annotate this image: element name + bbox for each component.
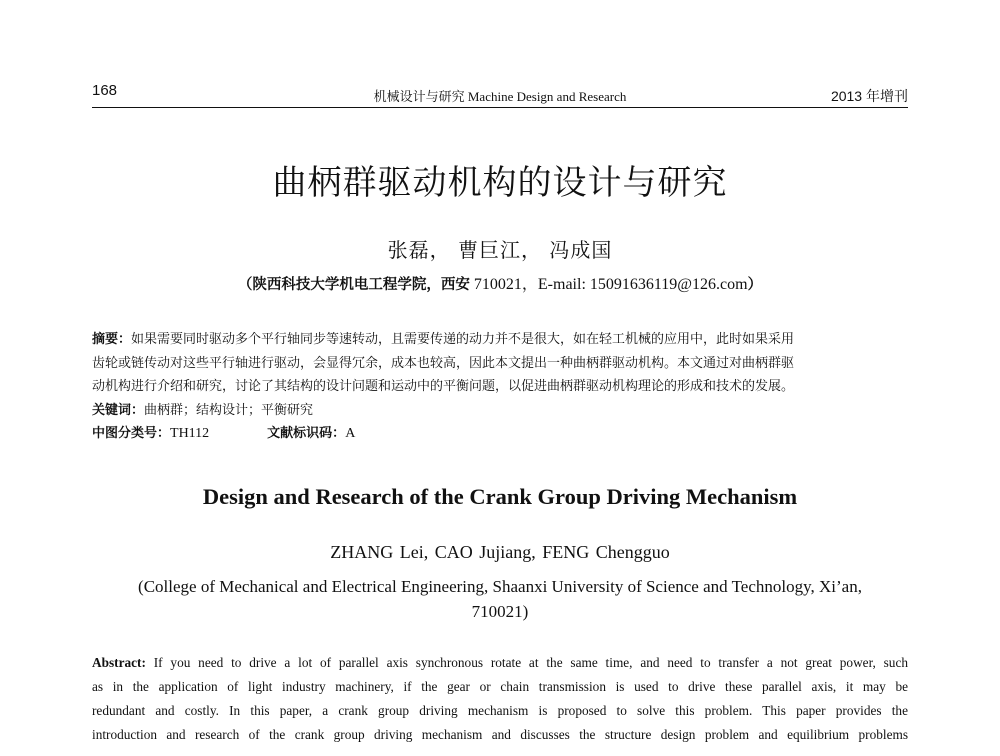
title-chinese: 曲柄群驱动机构的设计与研究 [272,163,728,203]
doc-code-label: 文献标识码： [267,426,346,441]
affiliation-close-paren: ） [747,277,763,293]
abstract-chinese [92,328,908,446]
abstract-en-text-1: If you need to drive a lot of parallel axis synchronous rotate at the same time, and need to transfer a not great power, such [145,655,908,670]
keywords-label: 关键词： [92,402,145,418]
affiliation-open-paren: （ [237,277,253,293]
title-english: Design and Research of the Crank Group Driving Mechanism [202,484,798,509]
page-number: 168 [92,82,118,99]
keywords-chinese [92,399,908,423]
abstract-en-line-3: redundant and costly. In this paper, a crank group driving mechanism is proposed to solve this problem. This paper provides the [92,703,908,718]
affiliation-org: 陕西科技大学机电工程学院，西安 [252,277,470,293]
journal-name: 机械设计与研究 Machine Design and Research [373,89,627,104]
affiliation-chinese [0,271,1000,294]
authors-english: ZHANG Lei, CAO Jujiang, FENG Chengguo [330,542,670,562]
abstract-cn-label: 摘要： [92,332,132,347]
running-header [92,82,908,106]
abstract-en-label: Abstract: [92,655,146,670]
affiliation-postcode-email: 710021，E-mail: 15091636119@126.com [469,276,748,293]
clc-code: TH112 [170,426,210,441]
header-rule [92,107,908,108]
abstract-en-line-1 [92,651,908,675]
abstract-cn-line-3: 动机构进行介绍和研究，讨论了其结构的设计问题和运动中的平衡问题，以促进曲柄群驱动机构理论的形成和技术的发展。 [92,379,795,394]
affiliation-english: (College of Mechanical and Electrical Engineering, Shaanxi University of Science and Technology, Xi’an, 710021) [138,577,862,621]
abstract-english [92,651,908,747]
abstract-cn-line-1 [92,328,908,352]
clc-label: 中图分类号： [92,426,171,441]
abstract-cn-line-2: 齿轮或链传动对这些平行轴进行驱动，会显得冗余，成本也较高，因此本文提出一种曲柄群驱动机构。本文通过对曲柄群驱 [92,355,795,371]
abstract-cn-text-1: 如果需要同时驱动多个平行轴同步等速转动，且需要传递的动力并不是很大，如在轻工机械的应用中，此时如果采用 [131,332,795,347]
year-issue: 2013 年增刊 [830,88,908,104]
classification-line [92,422,908,446]
abstract-en-line-2: as in the application of light industry machinery, if the gear or chain transmission is used to drive these parallel axis, it may be [92,679,908,694]
authors-chinese: 张磊， 曹巨江， 冯成国 [387,238,613,262]
keywords-text: 曲柄群；结构设计；平衡研究 [144,402,314,418]
doc-code: A [345,426,356,441]
abstract-en-line-4: introduction and research of the crank group driving mechanism and discusses the structure design problem and equilibrium problems [92,727,908,742]
